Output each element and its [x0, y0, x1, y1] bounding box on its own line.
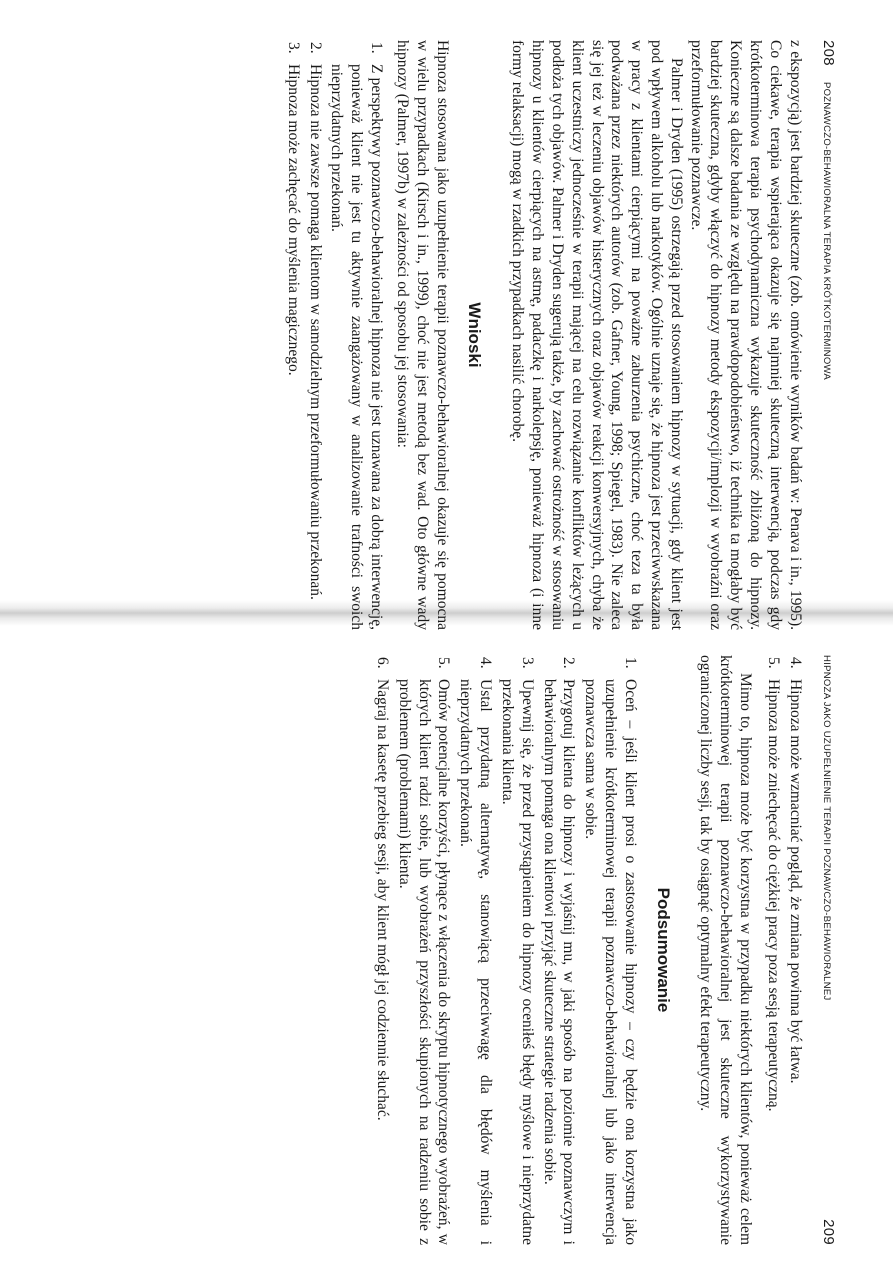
list-item	[580, 655, 639, 1245]
list-text: Omów potencjalne korzyści, płynące z włączenia do skryptu hipnotycznego wyobrażeń, w których klient radzi sobie, lub wyobrażeń przyszłości skupionych na radzeniu sobie z problemem (problemami) klienta.	[395, 679, 453, 1245]
list-text: Z perspektywy poznawczo-behawioralnej hipnoza nie jest uznawana za dobrą interwencję, ponieważ klient nie jest tu aktywnie zaangażowany w analizowanie trafności swoich nieprzydatnych przekonań.	[328, 64, 386, 630]
list-number: 1.	[368, 42, 386, 54]
list-number: 4.	[786, 657, 804, 669]
running-head	[819, 655, 838, 1245]
list-text: Hipnoza nie zawsze pomaga klientom w samodzielnym przeformułowaniu przekonań.	[306, 64, 324, 600]
list-item	[372, 655, 392, 1245]
list-number: 6.	[373, 657, 391, 669]
list-item	[394, 655, 453, 1245]
list-number: 3.	[284, 42, 302, 54]
disadvantages-list-continued	[763, 655, 805, 1245]
list-item	[785, 655, 805, 1245]
list-text: Nagraj na kasetę przebieg sesji, aby klient mógł jej codziennie słuchać.	[373, 679, 391, 1121]
disadvantages-list	[283, 40, 386, 630]
paragraph: z ekspozycją) jest bardziej skuteczne (zob. omówienie wyników badań w: Penava i in., 1995). Co ciekawe, terapia wspierająca okazuje się najmniej skuteczną interwencją, podczas gdy krótkoterminowa terapia psychodynamiczna wykazuje skuteczność zbliżoną do hipnozy. Konieczne są dalsze badania ze względu na prawdopodobieństwo, iż technika ta mogłaby być bardziej skuteczna, gdyby włączyć do hipnozy metody ekspozycji/implozji w wyobraźni oraz przeformułowanie poznawcze.	[687, 40, 804, 630]
list-number: 2.	[560, 657, 578, 669]
list-text: Hipnoza może zniechęcać do ciężkiej pracy poza sesją terapeutyczną.	[764, 679, 782, 1112]
paragraph: Mimo to, hipnoza może być korzystna w przypadku niektórych klientów, ponieważ celem krótkoterminowej terapii poznawczo-behawioralnej jest skuteczne wykorzystywanie ograniczonej liczby sesji, tak by osiągnąć optymalny efekt terapeutyczny.	[697, 655, 755, 1245]
running-head-title: POZNAWCZO-BEHAWIORALNA TERAPIA KRÓTKOTERMINOWA	[821, 81, 832, 381]
list-item	[283, 40, 303, 630]
paragraph: Palmer i Dryden (1995) ostrzegają przed stosowaniem hipnozy w sytuacji, gdy klient jest pod wpływem alkoholu lub narkotyków. Ogólnie uznaje się, że hipnoza jest przeciwwskazana w pracy z klientami cierpiącymi na poważne zaburzenia psychiczne, choć teza ta była podważana przez niektórych autorów (zob. Gafner, Young, 1998; Spiegel, 1983). Nie zaleca się jej też w leczeniu objawów histerycznych oraz objawów reakcji konwersyjnych, chyba że klient uczestniczy jednocześnie w terapii mającej na celu rozwiązanie konfliktów leżących u podłoża tych objawów. Palmer i Dryden sugerują także, by zachować ostrożność w stosowaniu hipnozy u klientów cierpiących na astmę, padaczkę i narkolepsję, ponieważ hipnoza (i inne formy relaksacji) mogą w rzadkich przypadkach nasilić chorobę.	[509, 40, 685, 630]
list-number: 5.	[435, 657, 453, 669]
list-number: 3.	[518, 657, 536, 669]
list-number: 1.	[621, 657, 639, 669]
list-item	[763, 655, 783, 1245]
list-item	[497, 655, 537, 1245]
list-number: 4.	[477, 657, 495, 669]
section-heading: Podsumowanie	[653, 887, 673, 1013]
running-head-title: HIPNOZA JAKO UZUPEŁNIENIE TERAPII POZNAWCZO-BEHAWIORALNEJ	[821, 655, 832, 1001]
list-text: Upewnij się, że przed przystąpieniem do hipnozy oceniłeś błędy myślowe i nieprzydatne przekonania klienta.	[498, 679, 536, 1245]
paragraph: Hipnoza stosowana jako uzupełnienie terapii poznawczo-behawioralnej okazuje się pomocna w wielu przypadkach (Kirsch i in., 1999), choć nie jest metodą bez wad. Oto główne wady hipnozy (Palmer, 1997b) w zależności od sposobu jej stosowania:	[393, 40, 451, 630]
list-text: Przygotuj klienta do hipnozy i wyjaśnij mu, w jaki sposób na poziomie poznawczym i behawioralnym pomaga ona klientowi przyjąć skuteczne strategie radzenia sobie.	[540, 679, 578, 1245]
list-item	[327, 40, 386, 630]
list-text: Hipnoza może zachęcać do myślenia magicznego.	[284, 64, 302, 376]
list-item	[539, 655, 579, 1245]
list-number: 2.	[306, 42, 324, 54]
summary-list	[372, 655, 640, 1245]
section-heading: Wnioski	[465, 302, 485, 368]
list-text: Ustal przydatną alternatywę, stanowiącą przeciwwagę dla błędów myślenia i nieprzydatnych przekonań.	[457, 679, 495, 1245]
page-number: 209	[820, 1219, 837, 1245]
list-item	[455, 655, 495, 1245]
right-page	[253, 655, 838, 1245]
left-page	[253, 40, 838, 630]
list-item	[305, 40, 325, 630]
list-text: Hipnoza może wzmacniać pogląd, że zmiana powinna być łatwa.	[786, 679, 804, 1084]
page-number: 208	[820, 40, 837, 66]
running-head	[819, 40, 838, 630]
list-number: 5.	[764, 657, 782, 669]
list-text: Oceń – jeśli klient prosi o zastosowanie hipnozy – czy będzie ona korzystna jako uzupełnienie krótkoterminowej terapii poznawczo-behawioralnej lub jako interwencja poznawcza sama w sobie.	[582, 679, 639, 1245]
